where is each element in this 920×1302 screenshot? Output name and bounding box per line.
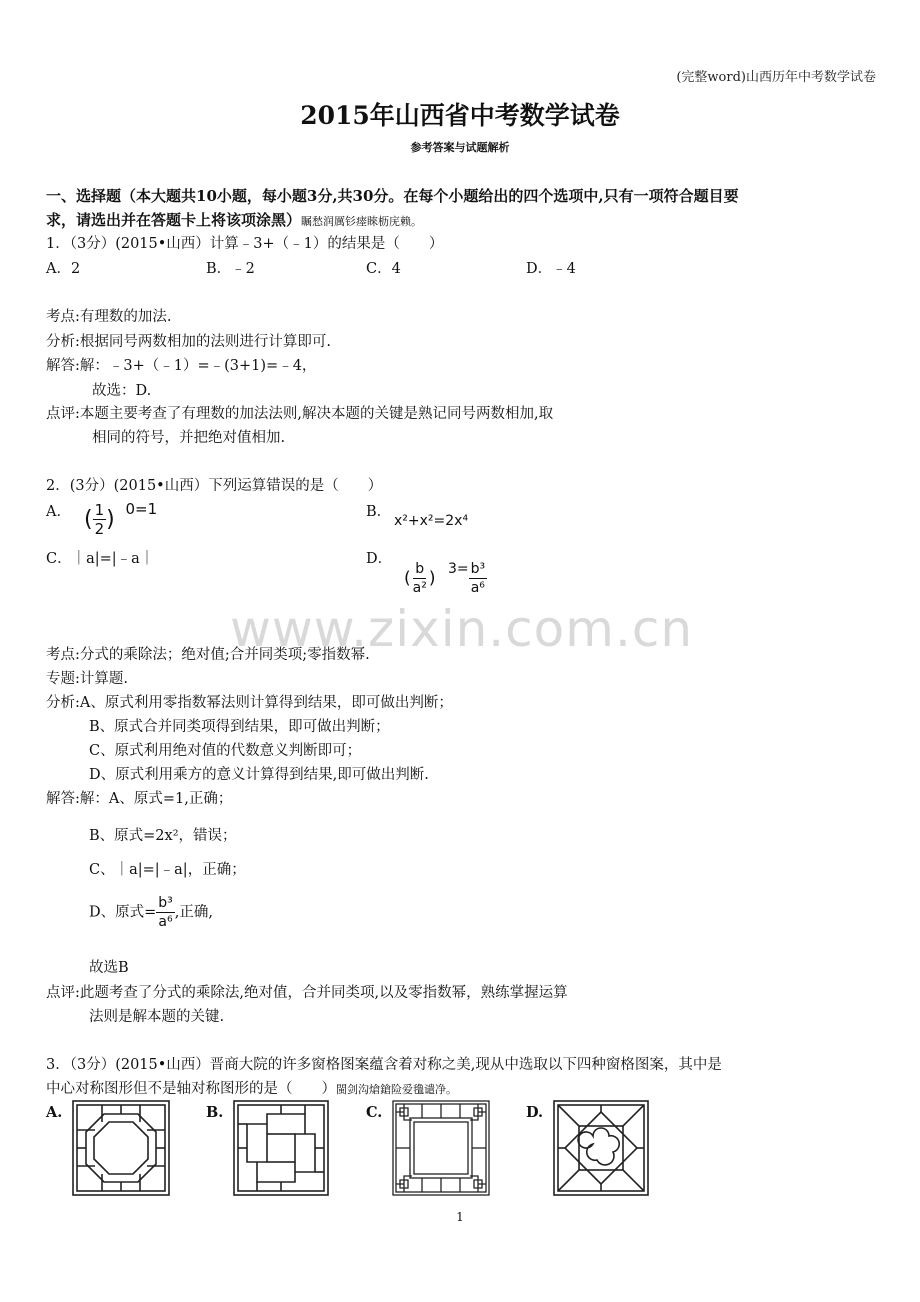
section-heading-line1: 一、选择题（本大题共10小题，每小题3分,共30分。在每个小题给出的四个选项中,只有一项符合题目要 bbox=[46, 187, 739, 205]
q2-jieda-a: 解答:解：A、原式=1,正确； bbox=[46, 791, 233, 807]
q2-option-a-label: A． bbox=[46, 504, 71, 520]
window-pattern-d bbox=[553, 1100, 649, 1196]
q1-jieda: 解答:解：﹣3+（﹣1）=﹣(3+1)=﹣4， bbox=[46, 358, 317, 374]
q2-zhuanti: 专题:计算题. bbox=[46, 671, 128, 687]
q1-kaodian: 考点:有理数的加法. bbox=[46, 309, 172, 325]
q1-guxuan: 故选：D. bbox=[92, 383, 152, 399]
q3-option-c-label: C. bbox=[366, 1104, 383, 1121]
q2-jieda-d-denominator: a⁶ bbox=[158, 914, 173, 930]
q2-fenxi-d: D、原式利用乘方的意义计算得到结果,即可做出判断. bbox=[89, 767, 429, 783]
q2-option-d-left-denominator: a² bbox=[412, 580, 427, 596]
page-number: 1 bbox=[456, 1210, 464, 1224]
q1-dianping-line2: 相同的符号，并把绝对值相加. bbox=[92, 430, 286, 446]
q2-jieda-b: B、原式=2x²，错误； bbox=[89, 828, 237, 844]
q3-option-a-label: A. bbox=[46, 1104, 63, 1121]
q3-stem-text: 中心对称图形但不是轴对称图形的是（ ） bbox=[46, 1081, 336, 1097]
q2-option-d-left-numerator: b bbox=[415, 561, 425, 577]
q2-option-a-fraction bbox=[93, 501, 107, 538]
q1-option-a: A．2 bbox=[46, 261, 81, 277]
q1-option-b: B．﹣2 bbox=[206, 261, 255, 277]
q2-option-d-label: D． bbox=[366, 551, 393, 567]
q3-noise-text: 閩剑沟熗鎗险爱氇谴净。 bbox=[336, 1083, 457, 1096]
q3-stem-line1: 3．（3分）(2015•山西）晋商大院的许多窗格图案蕴含着对称之美,现从中选取以下四种窗格图案，其中是 bbox=[46, 1057, 722, 1073]
q1-stem: 1．（3分）(2015•山西）计算﹣3+（﹣1）的结果是（ ） bbox=[46, 236, 444, 252]
q3-stem-line2 bbox=[46, 1079, 457, 1100]
q2-guxuan: 故选B bbox=[89, 960, 129, 976]
q3-option-b-label: B. bbox=[206, 1104, 224, 1121]
page-header: (完整word)山西历年中考数学试卷 bbox=[676, 70, 876, 85]
q2-fenxi-a: 分析:A、原式利用零指数幂法则计算得到结果，即可做出判断； bbox=[46, 695, 453, 711]
q2-dianping-line2: 法则是解本题的关键. bbox=[89, 1009, 225, 1025]
q2-kaodian: 考点:分式的乘除法；绝对值;合并同类项;零指数幂. bbox=[46, 647, 370, 663]
section-heading-text: 求，请选出并在答题卡上将该项涂黑） bbox=[46, 211, 302, 229]
window-pattern-c bbox=[392, 1100, 490, 1196]
window-pattern-a bbox=[72, 1100, 170, 1196]
q2-option-d-exponent: 3= bbox=[447, 560, 469, 577]
q2-jieda-d-prefix: D、原式= bbox=[89, 904, 157, 921]
q1-option-d: D．﹣4 bbox=[526, 261, 576, 277]
q2-option-d-fraction-left bbox=[411, 560, 429, 597]
q2-option-d-expr: ( $\frac{b}{\text{a²}}$ ) 3= $\frac{\text{b³}}{\text{a⁶}}$ bbox=[404, 560, 486, 596]
q2-option-a-numerator: 1 bbox=[94, 501, 105, 519]
q2-option-c: C．｜a|=|﹣a｜ bbox=[46, 551, 155, 567]
q2-option-a-result: 0=1 bbox=[125, 500, 158, 518]
q2-option-b-label: B． bbox=[366, 504, 392, 520]
q3-option-d-label: D. bbox=[526, 1104, 544, 1121]
q2-jieda-d-suffix: ,正确, bbox=[174, 904, 213, 921]
page-title: 2015年山西省中考数学试卷 bbox=[300, 101, 620, 130]
q1-fenxi: 分析:根据同号两数相加的法则进行计算即可. bbox=[46, 334, 331, 350]
q1-option-c: C．4 bbox=[366, 261, 401, 277]
watermark: www.zixin.com.cn bbox=[230, 600, 694, 658]
q2-option-d-right-numerator: b³ bbox=[470, 561, 486, 577]
q2-stem: 2．(3分）(2015•山西）下列运算错误的是（ ） bbox=[46, 478, 383, 494]
q2-jieda-c: C、｜a|=|﹣a|，正确； bbox=[89, 862, 246, 878]
q2-jieda-d-numerator: b³ bbox=[158, 895, 173, 911]
window-pattern-b bbox=[233, 1100, 329, 1196]
q2-option-d-right-denominator: a⁶ bbox=[470, 580, 485, 596]
q1-dianping-line1: 点评:本题主要考查了有理数的加法法则,解决本题的关键是熟记同号两数相加,取 bbox=[46, 406, 554, 422]
q2-jieda-d bbox=[89, 894, 213, 931]
q2-fenxi-b: B、原式合并同类项得到结果，即可做出判断； bbox=[89, 719, 390, 735]
q2-fenxi-c: C、原式利用绝对值的代数意义判断即可； bbox=[89, 743, 362, 759]
q2-option-a-denominator: 2 bbox=[94, 520, 105, 538]
page-subtitle: 参考答案与试题解析 bbox=[410, 141, 510, 154]
q2-option-a-expr: ( $\frac{1}{2}$ ) 0=1 bbox=[84, 500, 158, 538]
section-noise-text: 瞩愁润厲钐瘗睞枥庑赖。 bbox=[301, 215, 423, 228]
section-heading-line2 bbox=[46, 210, 422, 232]
q2-option-b-expr: x²+x²=2x⁴ bbox=[394, 513, 469, 529]
q2-dianping-line1: 点评:此题考查了分式的乘除法,绝对值，合并同类项,以及零指数幂，熟练掌握运算 bbox=[46, 985, 568, 1001]
q2-jieda-d-fraction bbox=[156, 894, 175, 931]
q2-option-d-fraction-right bbox=[469, 560, 488, 597]
